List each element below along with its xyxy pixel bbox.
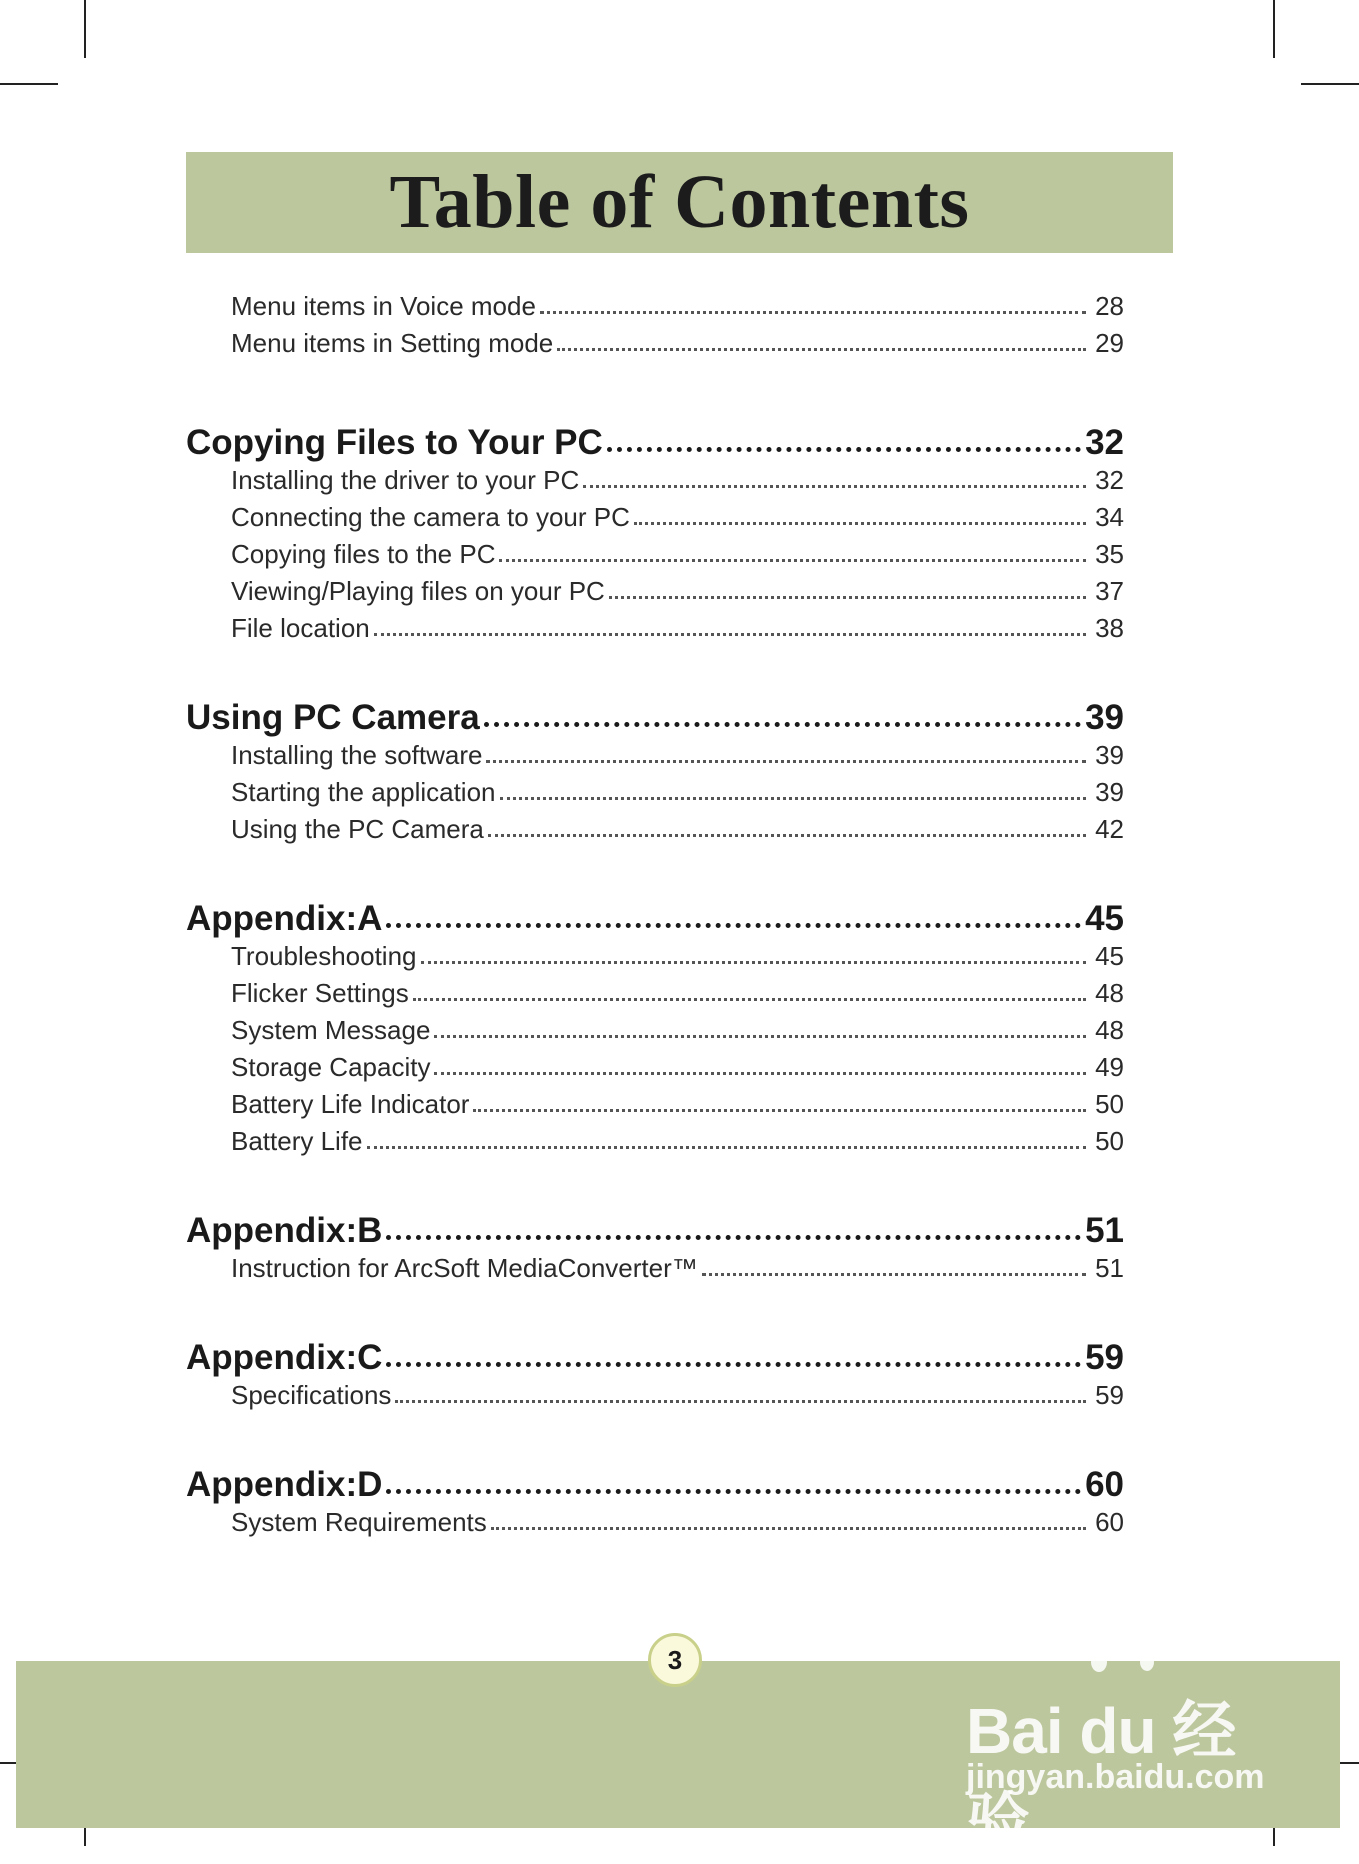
toc-section [186,1339,1124,1414]
dot-leader [634,522,1086,525]
entry-title: System Requirements [231,1507,487,1537]
dot-leader [583,485,1086,488]
toc-entry [186,462,1124,499]
page-ref: 45 [1085,899,1124,938]
toc-section [186,699,1124,848]
section-title: Appendix:D [186,1465,383,1504]
page-ref: 35 [1095,539,1124,569]
crop-mark-top-left-v [84,0,86,58]
dot-leader [609,596,1086,599]
page-ref: 34 [1095,502,1124,532]
entry-title: Installing the driver to your PC [231,465,580,495]
toc-section-heading [186,1466,1124,1504]
entry-title: Starting the application [231,777,496,807]
toc-entry [186,1123,1124,1160]
page-ref: 48 [1095,1015,1124,1045]
page-ref: 39 [1095,777,1124,807]
toc-section-heading [186,1212,1124,1250]
toc-entry [186,1504,1124,1541]
entry-title: Battery Life [231,1126,363,1156]
page-ref: 28 [1095,291,1124,321]
toc-section [186,900,1124,1160]
page-ref: 48 [1095,978,1124,1008]
toc-entry [186,1086,1124,1123]
dot-leader [557,348,1086,351]
entry-title: System Message [231,1015,431,1045]
page-ref: 32 [1095,465,1124,495]
toc-section [186,1212,1124,1287]
dot-leader [473,1109,1086,1112]
dot-leader [486,760,1086,763]
toc-section [186,424,1124,647]
entry-title: Using the PC Camera [231,814,484,844]
dot-leader [702,1273,1086,1276]
dot-leader [386,1362,1081,1367]
entry-title: Menu items in Voice mode [231,291,536,321]
dot-leader [607,447,1081,452]
page-ref: 51 [1095,1253,1124,1283]
section-title: Appendix:B [186,1211,383,1250]
page-ref: 39 [1095,740,1124,770]
toc-entry [186,610,1124,647]
page-ref: 29 [1095,328,1124,358]
page-ref: 42 [1095,814,1124,844]
baidu-watermark [960,1640,1280,1859]
toc-section-heading [186,699,1124,737]
page-ref: 37 [1095,576,1124,606]
dot-leader [540,311,1086,314]
dot-leader [434,1072,1086,1075]
toc-section-heading [186,1339,1124,1377]
watermark-url: jingyan.baidu.com [966,1758,1265,1796]
page-ref: 60 [1085,1465,1124,1504]
toc-entry [186,1377,1124,1414]
dot-leader [491,1527,1086,1530]
toc-entry [186,573,1124,610]
dot-leader [484,722,1081,727]
toc-entry [186,737,1124,774]
page-ref: 49 [1095,1052,1124,1082]
entry-title: Connecting the camera to your PC [231,502,630,532]
dot-leader [421,961,1087,964]
entry-title: Troubleshooting [231,941,417,971]
page-ref: 39 [1085,698,1124,737]
crop-mark-top-left-h [0,83,58,85]
toc-entry [186,325,1124,362]
dot-leader [374,633,1086,636]
table-of-contents [186,288,1124,1593]
entry-title: File location [231,613,370,643]
toc-entry [186,938,1124,975]
section-title: Appendix:A [186,899,383,938]
dot-leader [500,797,1086,800]
page-ref: 45 [1095,941,1124,971]
toc-entry [186,774,1124,811]
page-ref: 51 [1085,1211,1124,1250]
page-number: 3 [667,1644,683,1675]
entry-title: Storage Capacity [231,1052,431,1082]
crop-mark-top-right-h [1301,83,1359,85]
section-title: Using PC Camera [186,698,480,737]
entry-title: Flicker Settings [231,978,409,1008]
dot-leader [488,834,1086,837]
toc-continued-group [186,288,1124,362]
crop-mark-top-right-v [1273,0,1275,58]
dot-leader [367,1146,1086,1149]
entry-title: Viewing/Playing files on your PC [231,576,605,606]
toc-section [186,1466,1124,1541]
page-ref: 59 [1085,1338,1124,1377]
dot-leader [386,1235,1081,1240]
toc-entry [186,288,1124,325]
page-title: Table of Contents [389,160,970,244]
title-band [186,152,1173,253]
page-ref: 50 [1095,1126,1124,1156]
dot-leader [434,1035,1086,1038]
toc-entry [186,1250,1124,1287]
page-ref: 59 [1095,1380,1124,1410]
toc-section-heading [186,900,1124,938]
toc-entry [186,975,1124,1012]
page-ref: 60 [1095,1507,1124,1537]
section-title: Appendix:C [186,1338,383,1377]
toc-entry [186,536,1124,573]
entry-title: Battery Life Indicator [231,1089,470,1119]
dot-leader [499,559,1086,562]
entry-title: Copying files to the PC [231,539,496,569]
toc-section-heading [186,424,1124,462]
dot-leader [386,923,1081,928]
entry-title: Specifications [231,1380,392,1410]
entry-title: Menu items in Setting mode [231,328,554,358]
page-ref: 32 [1085,423,1124,462]
toc-entry [186,499,1124,536]
toc-entry [186,1012,1124,1049]
page-ref: 38 [1095,613,1124,643]
entry-title: Installing the software [231,740,483,770]
entry-title: Instruction for ArcSoft MediaConverter™ [231,1253,698,1283]
toc-entry [186,811,1124,848]
page-ref: 50 [1095,1089,1124,1119]
dot-leader [386,1489,1081,1494]
watermark-logo: Bai du 经验 [966,1695,1236,1859]
toc-entry [186,1049,1124,1086]
section-title: Copying Files to Your PC [186,423,603,462]
dot-leader [413,998,1086,1001]
dot-leader [395,1400,1086,1403]
page-number-badge [648,1633,702,1687]
